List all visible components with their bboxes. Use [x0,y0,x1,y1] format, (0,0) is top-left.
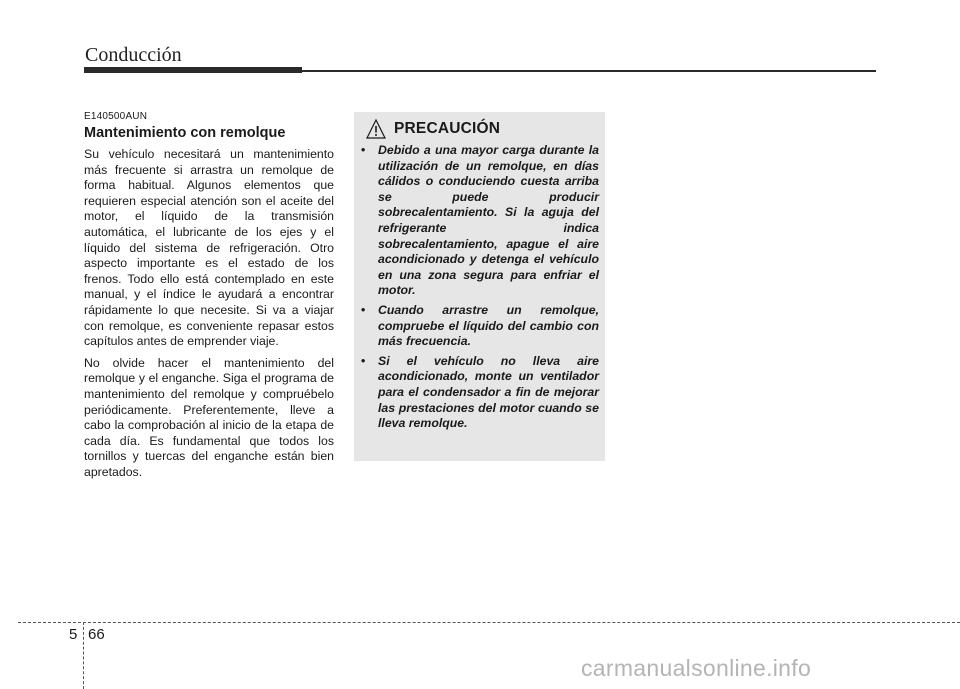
header-rule-thick [84,67,302,73]
section-code: E140500AUN [84,111,148,122]
watermark-text: carmanualsonline.info [581,655,812,681]
caution-box [354,112,605,461]
caution-item [358,143,599,299]
caution-header [366,119,500,139]
header-rule-thin [302,70,876,72]
caution-item [358,303,599,350]
caution-item-text: Debido a una mayor carga durante la utilización de un remolque, en días cálidos o conduciendo cuesta arriba se puede producir sobrecalentamiento. Si la aguja del refrigerante indica sobrecalentamiento, apague el aire acondicionado y detenga el vehículo en una zona segura para enfriar el motor. [378,143,599,298]
warning-triangle-icon [366,119,386,139]
body-paragraph: No olvide hacer el mantenimiento del remolque y el enganche. Siga el programa de mantenimiento del remolque y compruébelo periódicamente. Preferentemente, lleve a cabo la comprobación al inicio de la etapa de cada día. Es fundamental que todos los tornillos y tuercas del enganche están bien apretados. [84,355,334,479]
caution-list [358,143,599,436]
body-text [84,147,334,486]
chapter-title: Conducción [85,44,182,66]
bullet: • [361,143,366,157]
footer-rule [18,622,960,623]
caution-item-text: Si el vehículo no lleva aire acondicionado, monte un ventilador para el condensador a fin de mejorar las prestaciones del motor cuando se lleva remolque. [378,353,599,431]
chapter-number: 5 [69,626,78,643]
body-paragraph: Su vehículo necesitará un mantenimiento más frecuente si arrastra un remolque de forma habitual. Algunos elementos que requieren especial atención son el aceite del motor, el líquido de la transmisión automática, el lubricante de los ejes y el líquido del sistema de refrigeración. Otro aspecto importante es el estado de los frenos. Todo ello está contemplado en este manual, y el índice le ayudará a encontrar rápidamente lo que necesite. Si va a viajar con remolque, es conveniente repasar estos capítulos antes de emprender viaje. [84,147,334,349]
caution-title: PRECAUCIÓN [394,120,501,137]
caution-item [358,354,599,432]
caution-item-text: Cuando arrastre un remolque, compruebe el líquido del cambio con más frecuencia. [378,302,599,349]
footer-divider [83,622,84,689]
page-number: 66 [88,626,105,643]
section-title: Mantenimiento con remolque [84,125,286,141]
bullet: • [361,353,366,368]
bullet: • [361,302,366,317]
